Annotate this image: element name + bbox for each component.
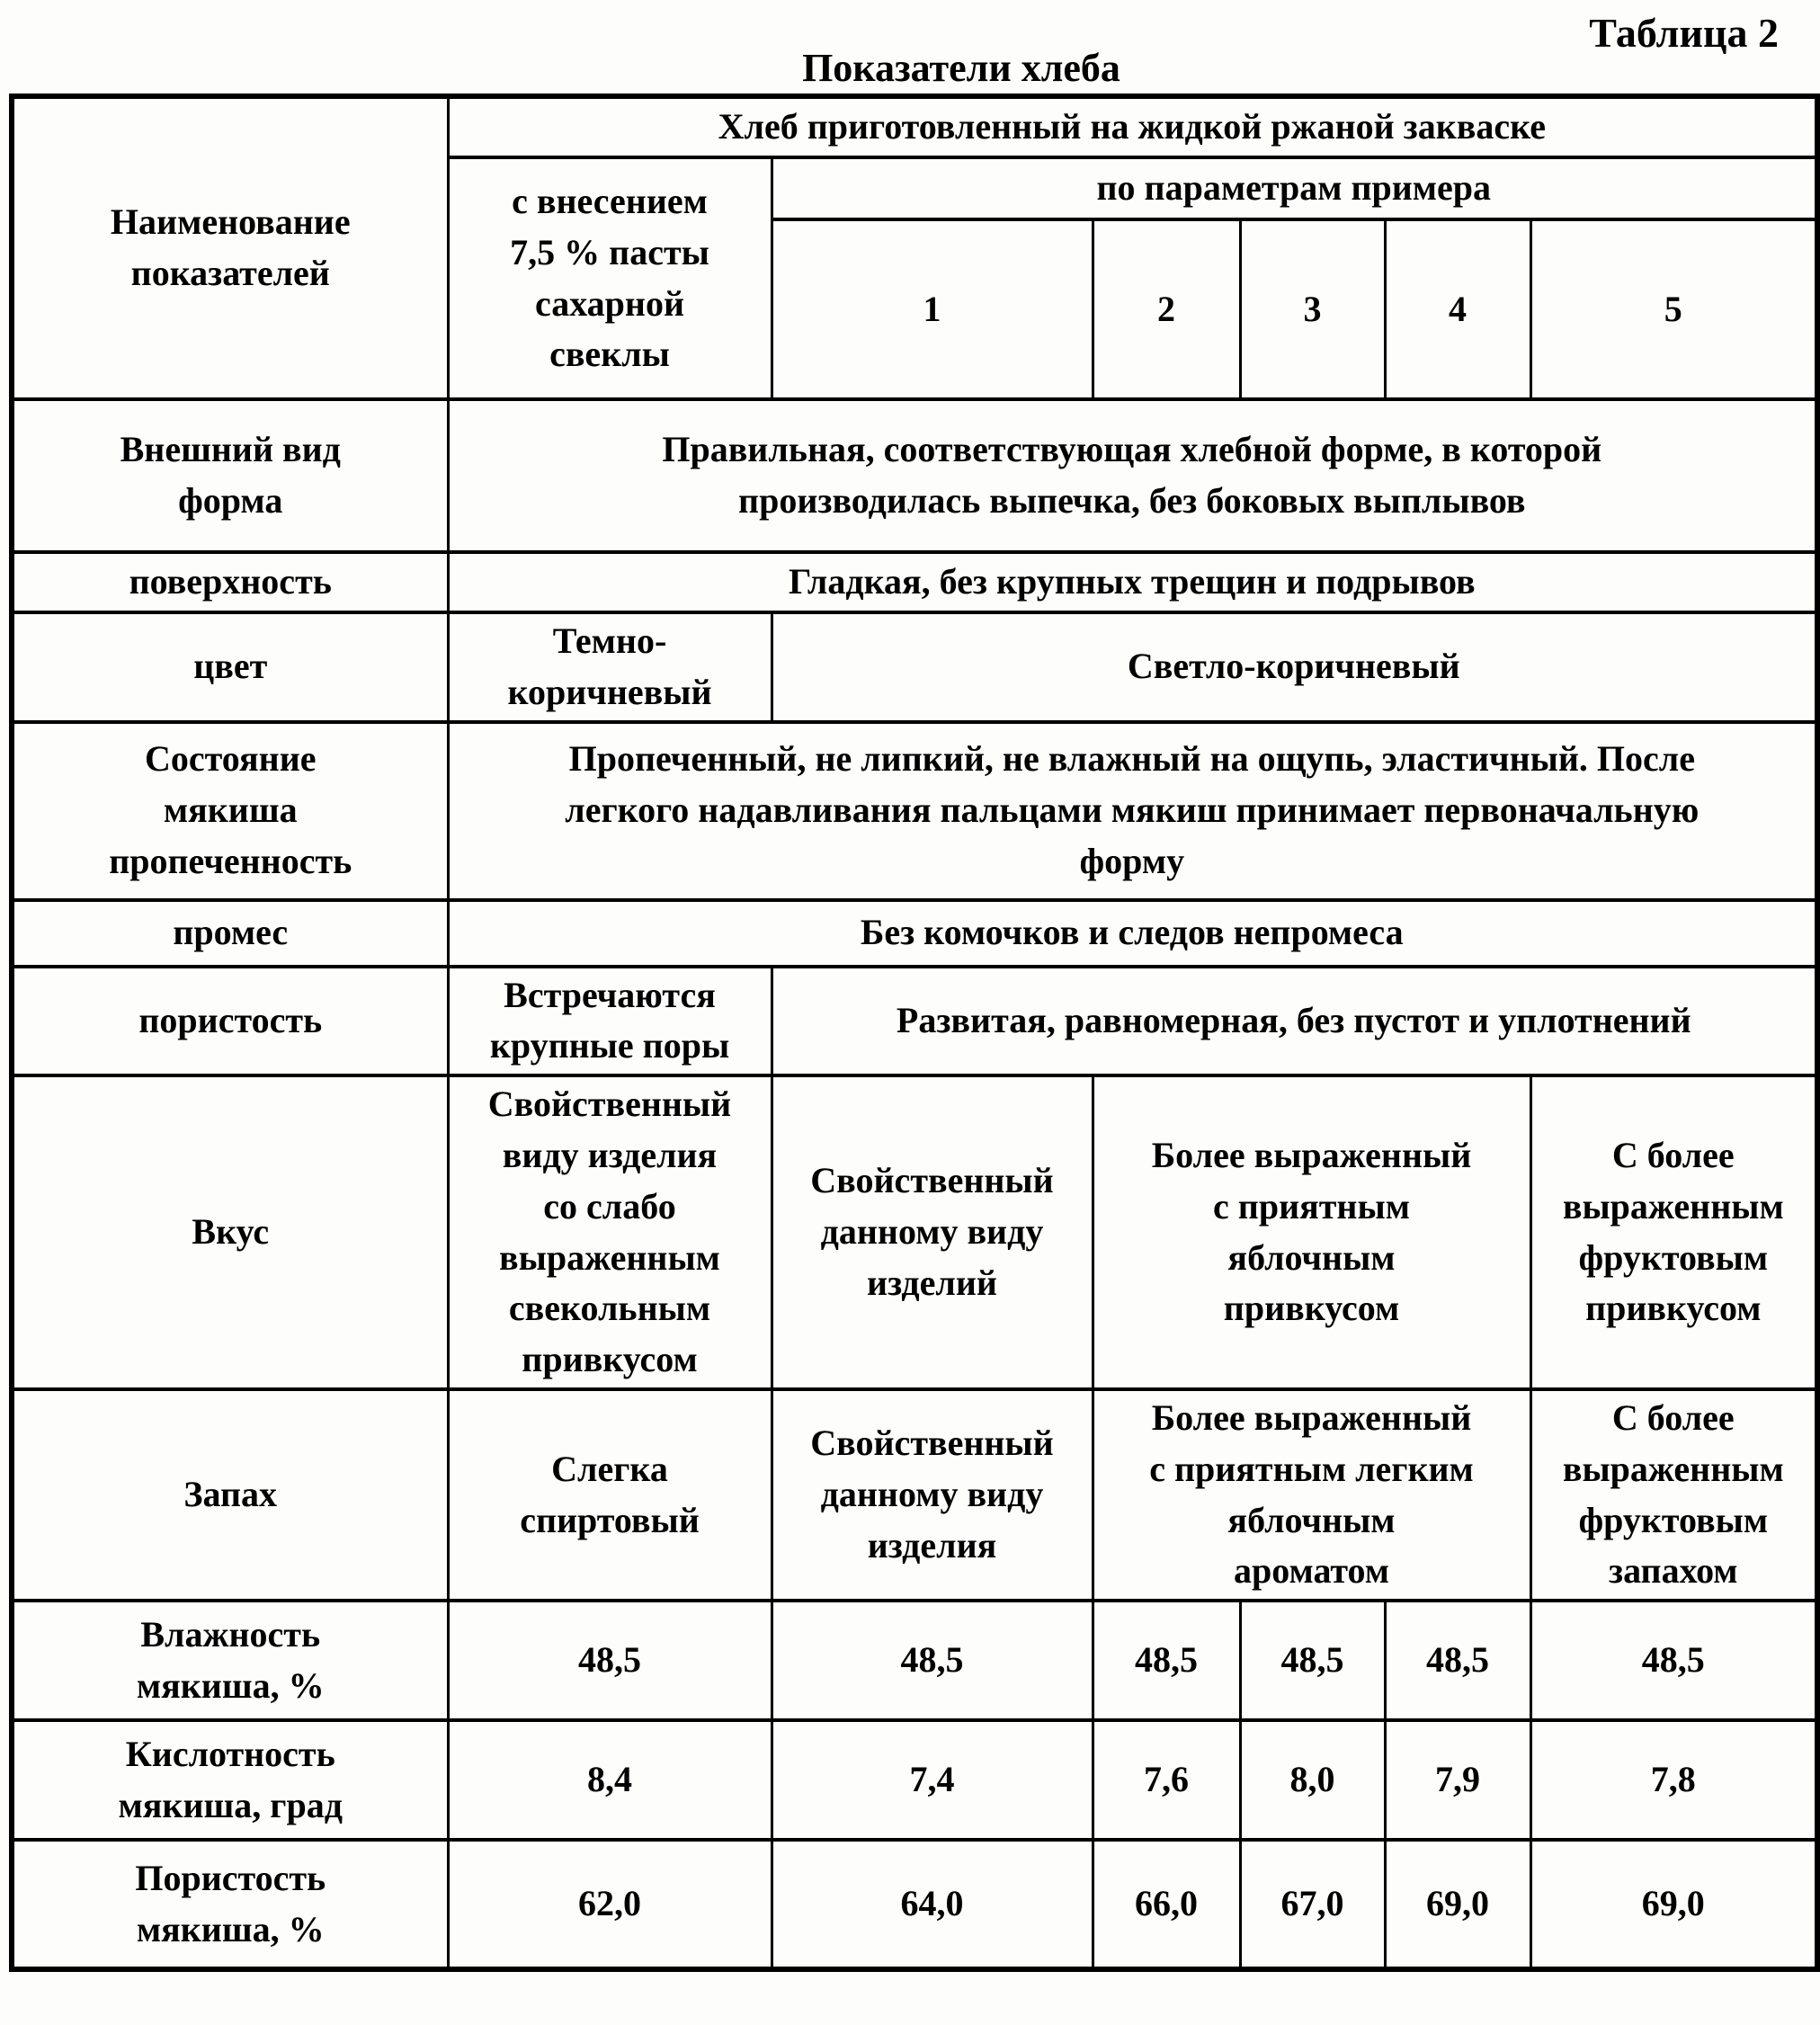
header-example-4: 4 bbox=[1385, 219, 1530, 399]
porosity-desc-examples-value: Развитая, равномерная, без пустот и уплотнений bbox=[772, 967, 1817, 1076]
row-color bbox=[12, 612, 1817, 722]
moisture-value-ex1: 48,5 bbox=[772, 1601, 1093, 1720]
moisture-value-ex5: 48,5 bbox=[1530, 1601, 1817, 1720]
taste-example-1-value: Свойственный данному виду изделий bbox=[772, 1075, 1093, 1389]
row-porosity-pct bbox=[12, 1840, 1817, 1969]
appearance-shape-label: Внешний вид форма bbox=[12, 399, 448, 552]
acidity-value-ex3: 8,0 bbox=[1240, 1720, 1385, 1840]
header-bread-group: Хлеб приготовленный на жидкой ржаной закваске bbox=[448, 96, 1817, 157]
moisture-label: Влажность мякиша, % bbox=[12, 1601, 448, 1720]
acidity-value-ex5: 7,8 bbox=[1530, 1720, 1817, 1840]
smell-example-5-value: С более выраженным фруктовым запахом bbox=[1530, 1389, 1817, 1601]
row-porosity-desc bbox=[12, 967, 1817, 1076]
porosity-pct-value-ex5: 69,0 bbox=[1530, 1840, 1817, 1969]
taste-paste-value: Свойственный виду изделия со слабо выраженным свекольным привкусом bbox=[448, 1075, 772, 1389]
appearance-shape-value: Правильная, соответствующая хлебной форме, в которой производилась выпечка, без боковых выплывов bbox=[448, 399, 1817, 552]
row-crumb-state bbox=[12, 722, 1817, 900]
row-acidity bbox=[12, 1720, 1817, 1840]
mixing-value: Без комочков и следов непромеса bbox=[448, 900, 1817, 967]
row-taste bbox=[12, 1075, 1817, 1389]
row-surface bbox=[12, 552, 1817, 612]
porosity-pct-value-paste: 62,0 bbox=[448, 1840, 772, 1969]
surface-label: поверхность bbox=[12, 552, 448, 612]
taste-example-5-value: С более выраженным фруктовым привкусом bbox=[1530, 1075, 1817, 1389]
color-label: цвет bbox=[12, 612, 448, 722]
header-example-3: 3 bbox=[1240, 219, 1385, 399]
moisture-value-paste: 48,5 bbox=[448, 1601, 772, 1720]
porosity-desc-label: пористость bbox=[12, 967, 448, 1076]
porosity-pct-value-ex2: 66,0 bbox=[1093, 1840, 1240, 1969]
acidity-value-paste: 8,4 bbox=[448, 1720, 772, 1840]
moisture-value-ex3: 48,5 bbox=[1240, 1601, 1385, 1720]
porosity-pct-value-ex4: 69,0 bbox=[1385, 1840, 1530, 1969]
smell-examples-2-4-value: Более выраженный с приятным легким яблочным ароматом bbox=[1093, 1389, 1530, 1601]
header-name-col: Наименование показателей bbox=[12, 96, 448, 399]
porosity-pct-value-ex1: 64,0 bbox=[772, 1840, 1093, 1969]
color-paste-value: Темно- коричневый bbox=[448, 612, 772, 722]
crumb-state-value: Пропеченный, не липкий, не влажный на ощупь, эластичный. После легкого надавливания пальцами мякиш принимает первоначальную форму bbox=[448, 722, 1817, 900]
moisture-value-ex4: 48,5 bbox=[1385, 1601, 1530, 1720]
acidity-value-ex2: 7,6 bbox=[1093, 1720, 1240, 1840]
porosity-pct-label: Пористость мякиша, % bbox=[12, 1840, 448, 1969]
row-mixing bbox=[12, 900, 1817, 967]
header-example-1: 1 bbox=[772, 219, 1093, 399]
bread-indicators-table bbox=[9, 94, 1820, 1972]
row-moisture bbox=[12, 1601, 1817, 1720]
crumb-state-label: Состояние мякиша пропеченность bbox=[12, 722, 448, 900]
smell-label: Запах bbox=[12, 1389, 448, 1601]
smell-paste-value: Слегка спиртовый bbox=[448, 1389, 772, 1601]
header-example-2: 2 bbox=[1093, 219, 1240, 399]
mixing-label: промес bbox=[12, 900, 448, 967]
table-caption: Таблица 2 bbox=[1589, 10, 1779, 56]
taste-examples-2-4-value: Более выраженный с приятным яблочным привкусом bbox=[1093, 1075, 1530, 1389]
taste-label: Вкус bbox=[12, 1075, 448, 1389]
moisture-value-ex2: 48,5 bbox=[1093, 1601, 1240, 1720]
page-title: Показатели хлеба bbox=[802, 46, 1120, 90]
acidity-value-ex4: 7,9 bbox=[1385, 1720, 1530, 1840]
header-row-group bbox=[12, 96, 1817, 157]
color-examples-value: Светло-коричневый bbox=[772, 612, 1817, 722]
acidity-value-ex1: 7,4 bbox=[772, 1720, 1093, 1840]
acidity-label: Кислотность мякиша, град bbox=[12, 1720, 448, 1840]
porosity-desc-paste-value: Встречаются крупные поры bbox=[448, 967, 772, 1076]
smell-example-1-value: Свойственный данному виду изделия bbox=[772, 1389, 1093, 1601]
row-appearance-shape bbox=[12, 399, 1817, 552]
row-smell bbox=[12, 1389, 1817, 1601]
header-paste-col: с внесением 7,5 % пасты сахарной свеклы bbox=[448, 157, 772, 399]
header-example-5: 5 bbox=[1530, 219, 1817, 399]
header-examples-group: по параметрам примера bbox=[772, 157, 1817, 219]
surface-value: Гладкая, без крупных трещин и подрывов bbox=[448, 552, 1817, 612]
porosity-pct-value-ex3: 67,0 bbox=[1240, 1840, 1385, 1969]
